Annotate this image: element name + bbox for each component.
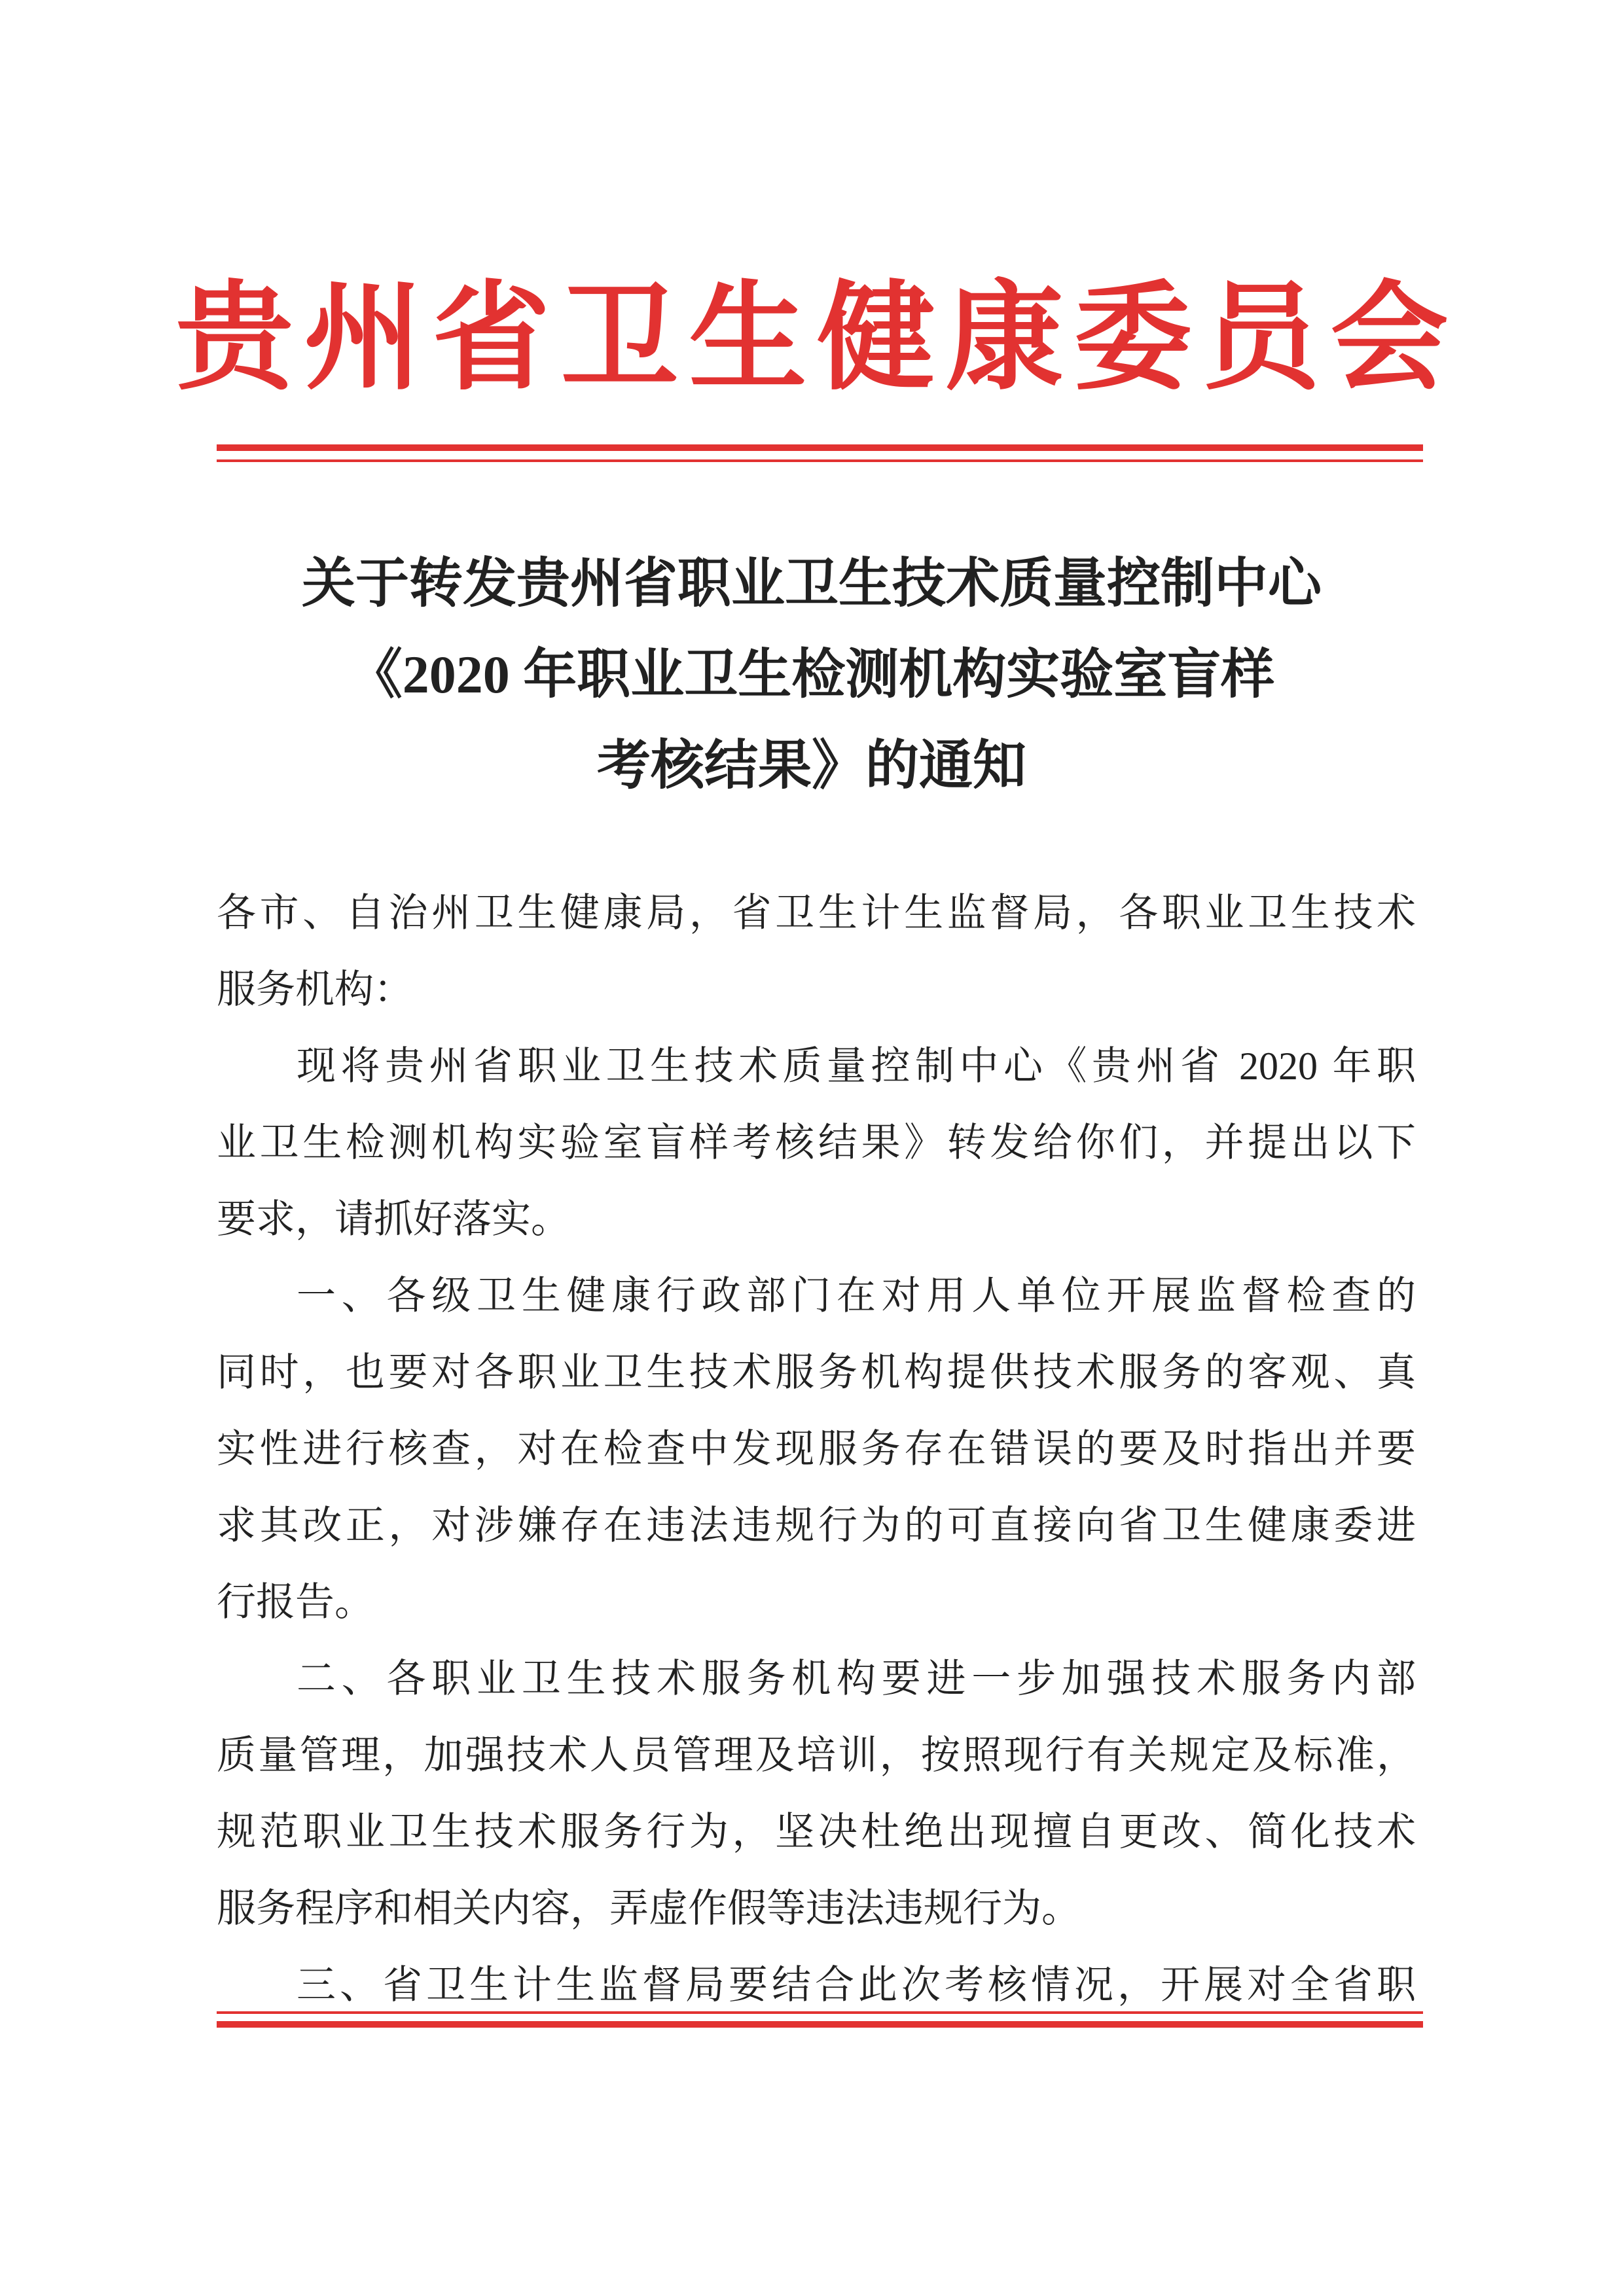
body-line: 实性进行核查，对在检查中发现服务存在错误的要及时指出并要 bbox=[217, 1427, 1416, 1471]
body-line: 二、各职业卫生技术服务机构要进一步加强技术服务内部 bbox=[297, 1657, 1416, 1700]
document-title bbox=[212, 538, 1411, 811]
footer-divider-thin bbox=[217, 2011, 1423, 2014]
body-line: 同时，也要对各职业卫生技术服务机构提供技术服务的客观、真 bbox=[217, 1351, 1416, 1394]
body-line: 业卫生检测机构实验室盲样考核结果》转发给你们，并提出以下 bbox=[217, 1121, 1416, 1164]
document-title-line: 《2020 年职业卫生检测机构实验室盲样 bbox=[348, 645, 1275, 704]
body-line: 三、省卫生计生监督局要结合此次考核情况，开展对全省职 bbox=[297, 1964, 1416, 2007]
body-line: 行报告。 bbox=[217, 1581, 374, 1624]
letterhead-agency-name: 贵州省卫生健康委员会 bbox=[175, 274, 1459, 404]
body-line: 服务程序和相关内容，弄虚作假等违法违规行为。 bbox=[217, 1887, 1081, 1930]
body-line: 现将贵州省职业卫生技术质量控制中心《贵州省 2020 年职 bbox=[297, 1045, 1416, 1088]
letterhead-divider-thick bbox=[217, 444, 1423, 451]
document-title-line: 关于转发贵州省职业卫生技术质量控制中心 bbox=[301, 554, 1322, 613]
letterhead-divider-thin bbox=[217, 459, 1423, 462]
body-line: 求其改正，对涉嫌存在违法违规行为的可直接向省卫生健康委进 bbox=[217, 1504, 1416, 1547]
document-body bbox=[217, 875, 1416, 2024]
body-line: 各市、自治州卫生健康局，省卫生计生监督局，各职业卫生技术 bbox=[217, 891, 1416, 935]
footer-divider-thick bbox=[217, 2021, 1423, 2028]
body-line: 一、各级卫生健康行政部门在对用人单位开展监督检查的 bbox=[297, 1274, 1416, 1318]
body-line: 服务机构： bbox=[217, 968, 413, 1011]
body-line: 质量管理，加强技术人员管理及培训，按照现行有关规定及标准， bbox=[217, 1734, 1416, 1777]
body-line: 要求，请抓好落实。 bbox=[217, 1198, 570, 1241]
document-title-line: 考核结果》的通知 bbox=[596, 736, 1026, 795]
body-line: 规范职业卫生技术服务行为，坚决杜绝出现擅自更改、简化技术 bbox=[217, 1810, 1416, 1854]
